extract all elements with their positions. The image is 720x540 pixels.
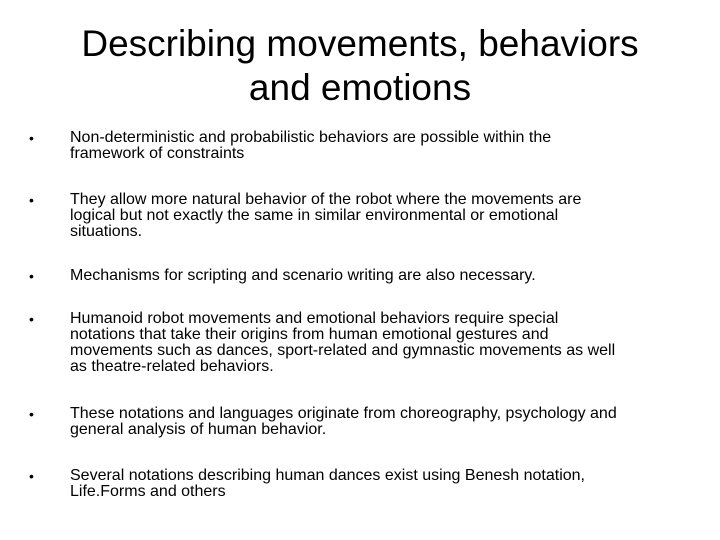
bullet-marker: • (29, 468, 34, 484)
bullet-text-4: Humanoid robot movements and emotional behaviors require special notations that take their origins from human emotional gestures and movements such as dances, sport-related and gymnastic movements as well as theatre-related behaviors. (70, 310, 616, 375)
bullet-marker: • (29, 192, 34, 208)
bullet-marker: • (29, 268, 34, 284)
bullet-text-3: Mechanisms for scripting and scenario writing are also necessary. (70, 267, 536, 284)
slide-title: Describing movements, behaviors and emotions (81, 23, 639, 108)
bullet-text-1: Non-deterministic and probabilistic behaviors are possible within the framework of constraints (70, 129, 552, 162)
bullet-text-5: These notations and languages originate from choreography, psychology and general analysis of human behavior. (70, 405, 617, 438)
bullet-marker: • (29, 406, 34, 422)
bullet-marker: • (29, 130, 34, 146)
bullet-marker: • (29, 311, 34, 327)
bullet-text-6: Several notations describing human dances exist using Benesh notation, Life.Forms and others (70, 467, 585, 500)
bullet-text-2: They allow more natural behavior of the robot where the movements are logical but not exactly the same in similar environmental or emotional situations. (70, 191, 582, 240)
